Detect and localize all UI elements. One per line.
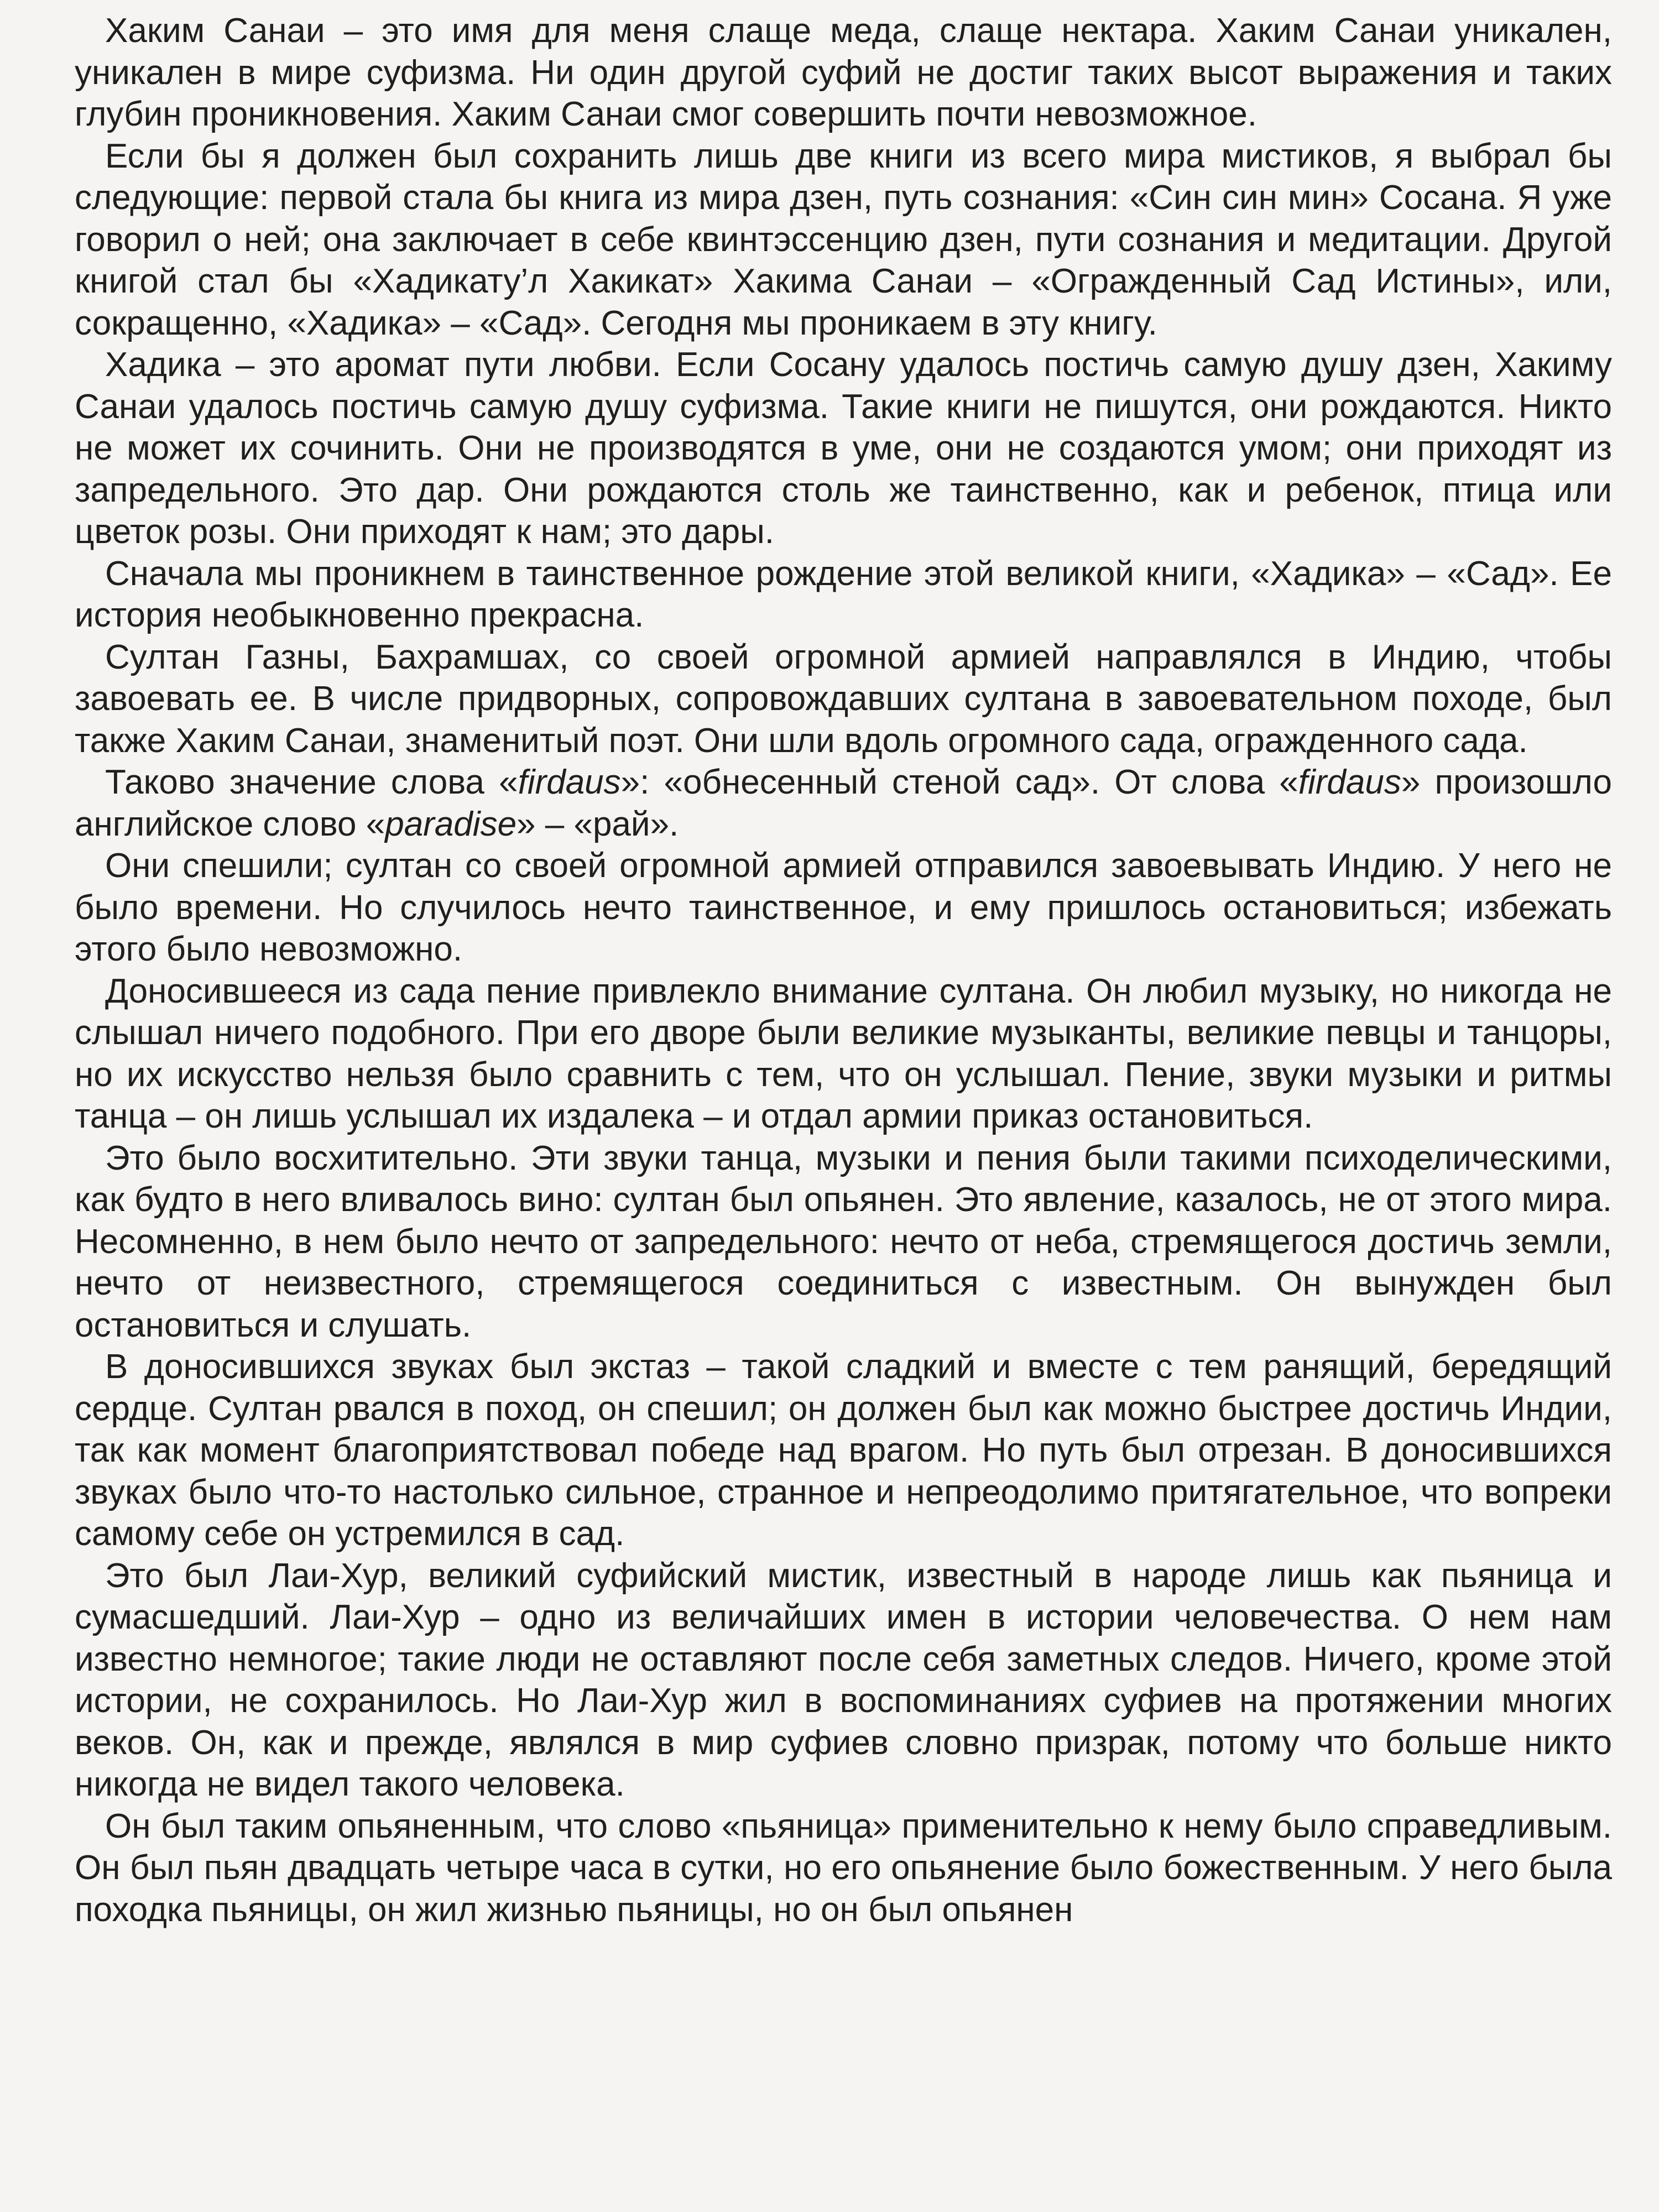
- text-fragment: ».: [650, 805, 679, 843]
- text-fragment: рай: [592, 805, 650, 843]
- paragraph: Султан Газны, Бахрамшах, со своей огромной армией направлялся в Индию, чтобы завоевать ее. В числе придворных, сопровождавших султана в завоевательном походе, был также Хаким Санаи, знаменитый поэт. Они шли вдоль огромного сада, огражденного сада.: [75, 638, 1612, 760]
- paragraph: Они спешили; султан со своей огромной армией отправился завоевывать Индию. У него не было времени. Но случилось нечто таинственное, и ему пришлось остановиться; избежать этого было невозможно.: [75, 847, 1612, 968]
- text-fragment: »: «обнесенный стеной сад». От слова «: [620, 763, 1298, 801]
- text-fragment: Таково значение слова «: [105, 763, 518, 801]
- italic-term: paradise: [385, 805, 517, 843]
- text-column: [75, 10, 1612, 1931]
- text-fragment: » произошло английское слово «: [75, 763, 1612, 843]
- paragraph: Если бы я должен был сохранить лишь две книги из всего мира мистиков, я выбрал бы следующие: первой стала бы книга из мира дзен, путь сознания: «Син син мин» Сосана. Я уже говорил о ней; она заключает в себе квинтэссенцию дзен, пути сознания и медитации. Другой книгой стал бы «Хадикату’л Хакикат» Хакима Санаи – «Огражденный Сад Истины», или, сокращенно, «Хадика» – «Сад». Сегодня мы проникаем в эту книгу.: [75, 137, 1612, 342]
- text-fragment: » – «: [517, 805, 593, 843]
- paragraph: Доносившееся из сада пение привлекло внимание султана. Он любил музыку, но никогда не слышал ничего подобного. При его дворе были великие музыканты, великие певцы и танцоры, но их искусство нельзя было сравнить с тем, что он услышал. Пение, звуки музыки и ритмы танца – он лишь услышал их издалека – и отдал армии приказ остановиться.: [75, 972, 1612, 1135]
- paragraph: Хадика – это аромат пути любви. Если Сосану удалось постичь самую душу дзен, Хакиму Санаи удалось постичь самую душу суфизма. Такие книги не пишутся, они рождаются. Никто не может их сочинить. Они не производятся в уме, они не создаются умом; они приходят из запредельного. Это дар. Они рождаются столь же таинственно, как и ребенок, птица или цветок розы. Они приходят к нам; это дары.: [75, 346, 1612, 551]
- paragraph: В доносившихся звуках был экстаз – такой сладкий и вместе с тем ранящий, бередящий сердце. Султан рвался в поход, он спешил; он должен был как можно быстрее достичь Индии, так как момент благоприятствовал победе над врагом. Но путь был отрезан. В доносившихся звуках было что-то настолько сильное, странное и непреодолимо притягательное, что вопреки самому себе он устремился в сад.: [75, 1348, 1612, 1553]
- paragraph-firdaus: [75, 761, 1612, 845]
- paragraph: Это было восхитительно. Эти звуки танца, музыки и пения были такими психоделическими, как будто в него вливалось вино: султан был опьянен. Это явление, казалось, не от этого мира. Несомненно, в нем было нечто от запредельного: нечто от неба, стремящегося достичь земли, нечто от неизвестного, стремящегося соединиться с известным. Он вынужден был остановиться и слушать.: [75, 1139, 1612, 1344]
- paragraph: Он был таким опьяненным, что слово «пьяница» применительно к нему было справедливым. Он был пьян двадцать четыре часа в сутки, но его опьянение было божественным. У него была походка пьяницы, он жил жизнью пьяницы, но он был опьянен: [75, 1807, 1612, 1929]
- paragraph: Сначала мы проникнем в таинственное рождение этой великой книги, «Хадика» – «Сад». Ее история необыкновенно прекрасна.: [75, 554, 1612, 634]
- italic-term: firdaus: [1298, 763, 1401, 801]
- italic-term: firdaus: [518, 763, 621, 801]
- paragraph: Это был Лаи-Хур, великий суфийский мистик, известный в народе лишь как пьяница и сумасшедший. Лаи-Хур – одно из величайших имен в истории человечества. О нем нам известно немногое; такие люди не оставляют после себя заметных следов. Ничего, кроме этой истории, не сохранилось. Но Лаи-Хур жил в воспоминаниях суфиев на протяжении многих веков. Он, как и прежде, являлся в мир суфиев словно призрак, потому что больше никто никогда не видел такого человека.: [75, 1556, 1612, 1803]
- paragraph: Хаким Санаи – это имя для меня слаще меда, слаще нектара. Хаким Санаи уникален, уникален в мире суфизма. Ни один другой суфий не достиг таких высот выражения и таких глубин проникновения. Хаким Санаи смог совершить почти невозможное.: [75, 12, 1612, 133]
